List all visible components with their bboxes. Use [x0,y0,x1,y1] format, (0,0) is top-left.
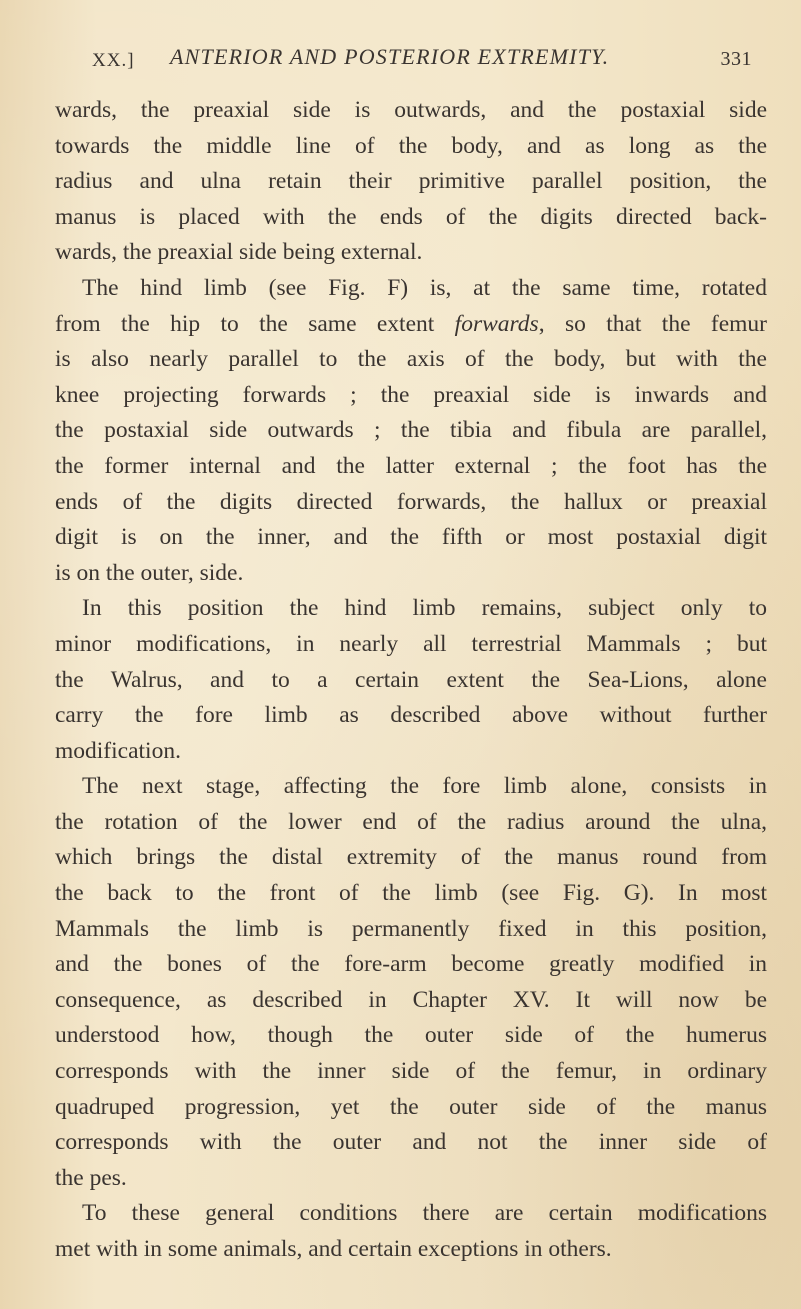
text-line: To these general conditions there are certain modifications [82,1200,767,1227]
body-text [55,93,767,1268]
text-line: manus is placed with the ends of the digits directed back- [55,203,767,230]
text-line: wards, the preaxial side being external. [55,239,423,266]
text-line: quadruped progression, yet the outer side of the manus [55,1093,767,1120]
text-fragment: from the hip to the same extent [55,310,455,337]
text-line: radius and ulna retain their primitive parallel position, the [55,168,767,195]
text-line: minor modifications, in nearly all terrestrial Mammals ; but [55,630,767,657]
text-line: the former internal and the latter external ; the foot has the [55,452,767,479]
text-line: the postaxial side outwards ; the tibia and fibula are parallel, [55,417,767,444]
text-line: In this position the hind limb remains, subject only to [82,595,767,622]
text-line: The hind limb (see Fig. F) is, at the same time, rotated [82,274,767,301]
text-line: wards, the preaxial side is outwards, and the postaxial side [55,97,767,123]
text-line: carry the fore limb as described above without further [55,702,767,729]
text-line: the back to the front of the limb (see Fig. G). In most [55,880,767,907]
text-line: The next stage, affecting the fore limb alone, consists in [82,773,767,800]
text-line: Mammals the limb is permanently fixed in this position, [55,915,767,942]
text-line: the Walrus, and to a certain extent the Sea-Lions, alone [55,666,767,693]
text-line: knee projecting forwards ; the preaxial side is inwards and [55,381,767,408]
text-line: corresponds with the outer and not the inner side of [55,1129,767,1156]
italic-text: forwards [454,310,539,337]
text-line: digit is on the inner, and the fifth or most postaxial digit [55,524,767,551]
text-line: is on the outer, side. [55,559,244,586]
chapter-number: XX.] [92,50,135,71]
text-line: towards the middle line of the body, and as long as the [55,132,767,159]
page-number: 331 [720,48,752,70]
text-line: met with in some animals, and certain exceptions in others. [55,1236,612,1262]
text-line: ends of the digits directed forwards, the hallux or preaxial [55,488,767,515]
text-line: understood how, though the outer side of the humerus [55,1022,767,1049]
text-line [55,307,767,343]
text-fragment: , so that the femur [538,310,767,337]
text-line: consequence, as described in Chapter XV. It will now be [55,986,767,1013]
text-line: the rotation of the lower end of the radius around the ulna, [55,808,767,835]
text-line: which brings the distal extremity of the manus round from [55,844,767,871]
running-header [92,44,752,76]
text-line: and the bones of the fore-arm become greatly modified in [55,951,767,978]
text-line: corresponds with the inner side of the femur, in ordinary [55,1058,767,1085]
running-title: ANTERIOR AND POSTERIOR EXTREMITY. [170,44,610,69]
text-line: is also nearly parallel to the axis of the body, but with the [55,346,767,373]
text-line: modification. [55,737,181,764]
text-line: the pes. [55,1164,127,1191]
